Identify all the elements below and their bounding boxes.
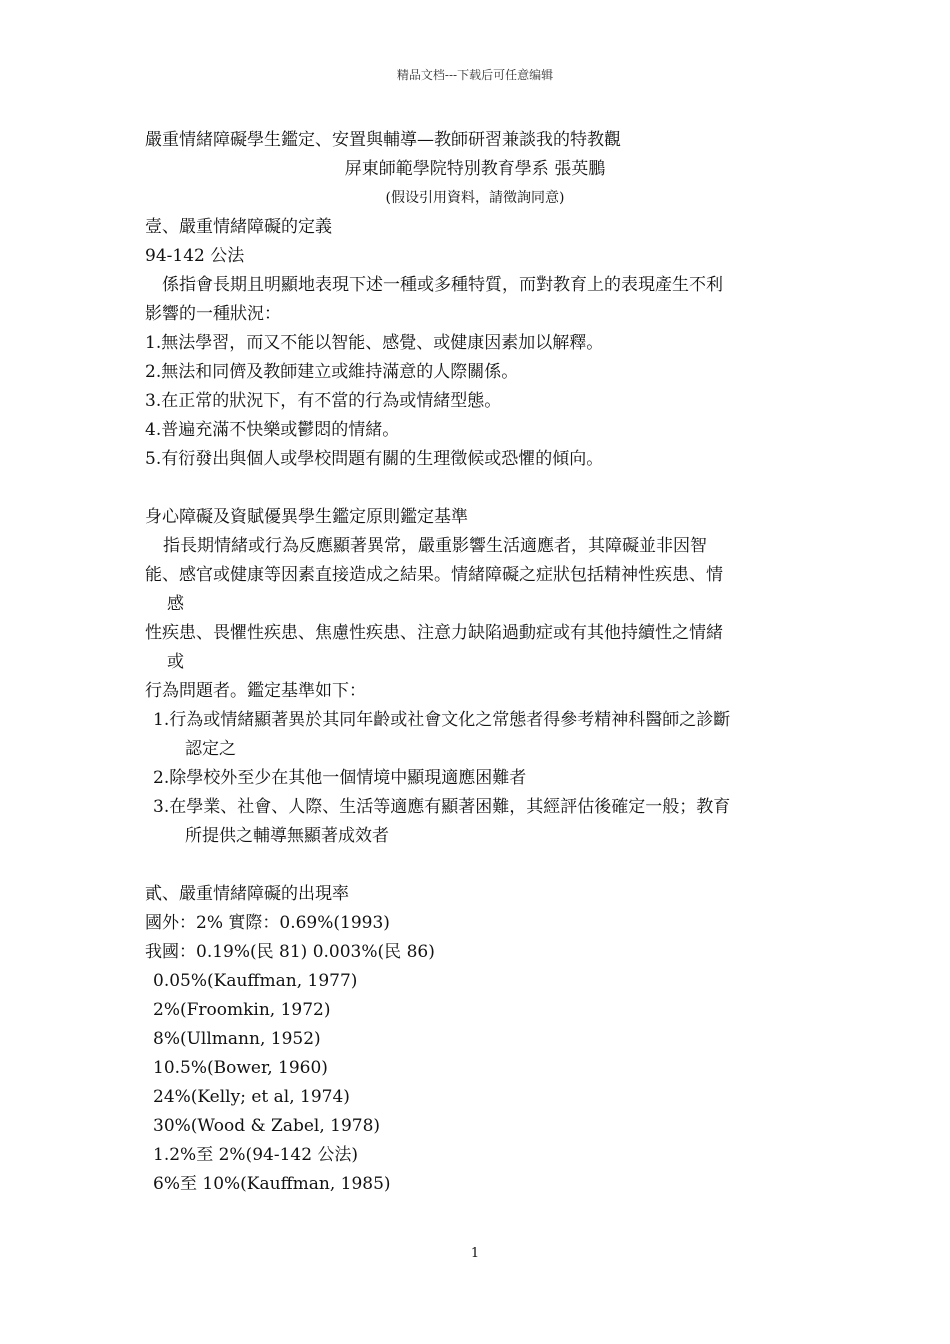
- prevalence-rate-item: 1.2%至 2%(94-142 公法): [153, 1145, 359, 1165]
- criteria-para-line-2: 能、感官或健康等因素直接造成之結果。情緒障礙之症狀包括精神性疾患、情: [145, 565, 723, 585]
- page-header-watermark: 精品文档---下载后可任意编辑: [396, 68, 554, 82]
- citation-note: (假设引用資料，請徵詢同意): [385, 190, 565, 206]
- document-body: [145, 126, 805, 1199]
- section3-heading: 貳、嚴重情緒障礙的出現率: [145, 884, 349, 904]
- criterion-1-line-2: 認定之: [185, 739, 236, 759]
- criteria-para-line-3: 感: [167, 594, 184, 614]
- author-line: 屏東師範學院特別教育學系 張英鵬: [344, 159, 606, 179]
- criteria-para-line-6: 行為問題者。鑑定基準如下：: [145, 681, 366, 701]
- prevalence-rate-item: 24%(Kelly; et al, 1974): [153, 1087, 350, 1107]
- criterion-2-line-1: 2.除學校外至少在其他一個情境中顯現適應困難者: [153, 768, 527, 788]
- definition-intro-line-2: 影響的一種狀況：: [145, 304, 281, 324]
- criteria-para-line-4: 性疾患、畏懼性疾患、焦慮性疾患、注意力缺陷過動症或有其他持續性之情緒: [145, 623, 723, 643]
- prevalence-rate-item: 6%至 10%(Kauffman, 1985): [153, 1174, 391, 1194]
- page-number: 1: [470, 1246, 480, 1261]
- definition-item-4: 4.普遍充滿不快樂或鬱悶的情緒。: [145, 420, 400, 440]
- definition-intro-line-1: 係指會長期且明顯地表現下述一種或多種特質，而對教育上的表現產生不利: [145, 275, 723, 295]
- document-title: 嚴重情緒障礙學生鑑定、安置與輔導—教師研習兼談我的特教觀: [145, 130, 621, 150]
- criterion-1-line-1: 1.行為或情緒顯著異於其同年齡或社會文化之常態者得參考精神科醫師之診斷: [153, 710, 731, 730]
- definition-item-1: 1.無法學習，而又不能以智能、感覺、或健康因素加以解釋。: [145, 333, 604, 353]
- criteria-para-line-1: 指長期情緒或行為反應顯著異常，嚴重影響生活適應者，其障礙並非因智: [163, 536, 707, 556]
- section1-heading: 壹、嚴重情緒障礙的定義: [145, 217, 332, 237]
- criteria-para-line-5: 或: [167, 652, 184, 672]
- prevalence-rate-item: 10.5%(Bower, 1960): [153, 1058, 328, 1078]
- law-label: 94-142 公法: [145, 246, 245, 266]
- prevalence-rate-item: 8%(Ullmann, 1952): [153, 1029, 321, 1049]
- criterion-3-line-2: 所提供之輔導無顯著成效者: [185, 826, 389, 846]
- definition-item-5: 5.有衍發出與個人或學校問題有關的生理徵候或恐懼的傾向。: [145, 449, 604, 469]
- prevalence-rate-item: 0.05%(Kauffman, 1977): [153, 971, 358, 991]
- definition-item-2: 2.無法和同儕及教師建立或維持滿意的人際關係。: [145, 362, 519, 382]
- prevalence-domestic: 我國：0.19%(民 81) 0.003%(民 86): [145, 942, 435, 962]
- prevalence-rate-item: 2%(Froomkin, 1972): [153, 1000, 331, 1020]
- spacer: [145, 851, 805, 880]
- section2-heading: 身心障礙及資賦優異學生鑑定原則鑑定基準: [145, 507, 468, 527]
- prevalence-rate-item: 30%(Wood & Zabel, 1978): [153, 1116, 381, 1136]
- definition-item-3: 3.在正常的狀況下，有不當的行為或情緒型態。: [145, 391, 502, 411]
- criterion-3-line-1: 3.在學業、社會、人際、生活等適應有顯著困難，其經評估後確定一般；教育: [153, 797, 731, 817]
- prevalence-foreign: 國外：2% 實際：0.69%(1993): [145, 913, 390, 933]
- spacer: [145, 474, 805, 503]
